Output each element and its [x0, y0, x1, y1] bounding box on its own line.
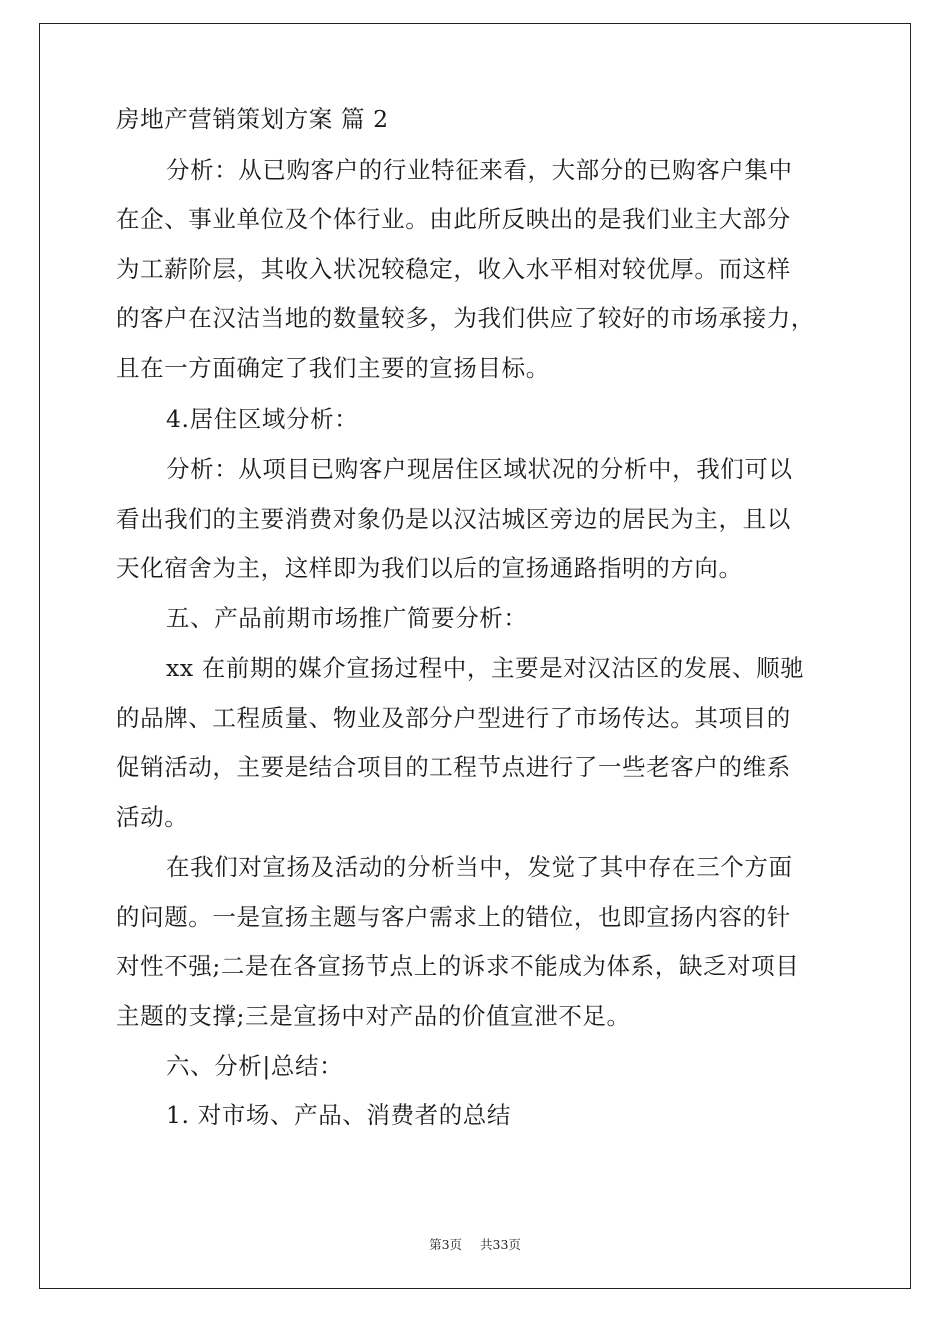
- document-heading: 房地产营销策划方案 篇 2: [116, 105, 389, 133]
- text-line: 且在一方面确定了我们主要的宣扬目标。: [116, 354, 550, 382]
- section-heading: 1. 对市场、产品、消费者的总结: [166, 1101, 511, 1129]
- text-line: 天化宿舍为主，这样即为我们以后的宣扬通路指明的方向。: [116, 554, 743, 582]
- text-line: 看出我们的主要消费对象仍是以汉沽城区旁边的居民为主，且以: [116, 505, 791, 533]
- text-line: 对性不强;二是在各宣扬节点上的诉求不能成为体系，缺乏对项目: [116, 952, 800, 980]
- text-line: 的品牌、工程质量、物业及部分户型进行了市场传达。其项目的: [116, 704, 791, 732]
- section-heading: 六、分析|总结：: [166, 1052, 344, 1080]
- text-line: 分析：从已购客户的行业特征来看，大部分的已购客户集中: [166, 156, 793, 184]
- section-heading: 4.居住区域分析：: [166, 405, 359, 433]
- page-number: 第3页: [429, 1237, 463, 1252]
- page-footer: [0, 1237, 950, 1253]
- section-heading: 五、产品前期市场推广简要分析：: [166, 604, 528, 632]
- text-line: 为工薪阶层，其收入状况较稳定，收入水平相对较优厚。而这样: [116, 255, 791, 283]
- text-line: 在企、事业单位及个体行业。由此所反映出的是我们业主大部分: [116, 205, 791, 233]
- page-total: 共33页: [480, 1237, 521, 1252]
- text-line: xx 在前期的媒介宣扬过程中，主要是对汉沽区的发展、顺驰: [166, 654, 805, 682]
- text-line: 主题的支撑;三是宣扬中对产品的价值宣泄不足。: [116, 1002, 631, 1030]
- text-line: 活动。: [116, 803, 189, 831]
- text-line: 促销活动，主要是结合项目的工程节点进行了一些老客户的维系: [116, 753, 791, 781]
- text-line: 分析：从项目已购客户现居住区域状况的分析中，我们可以: [166, 455, 793, 483]
- text-line: 的客户在汉沽当地的数量较多，为我们供应了较好的市场承接力，: [116, 304, 815, 332]
- text-line: 在我们对宣扬及活动的分析当中，发觉了其中存在三个方面: [166, 853, 793, 881]
- text-line: 的问题。一是宣扬主题与客户需求上的错位，也即宣扬内容的针: [116, 903, 791, 931]
